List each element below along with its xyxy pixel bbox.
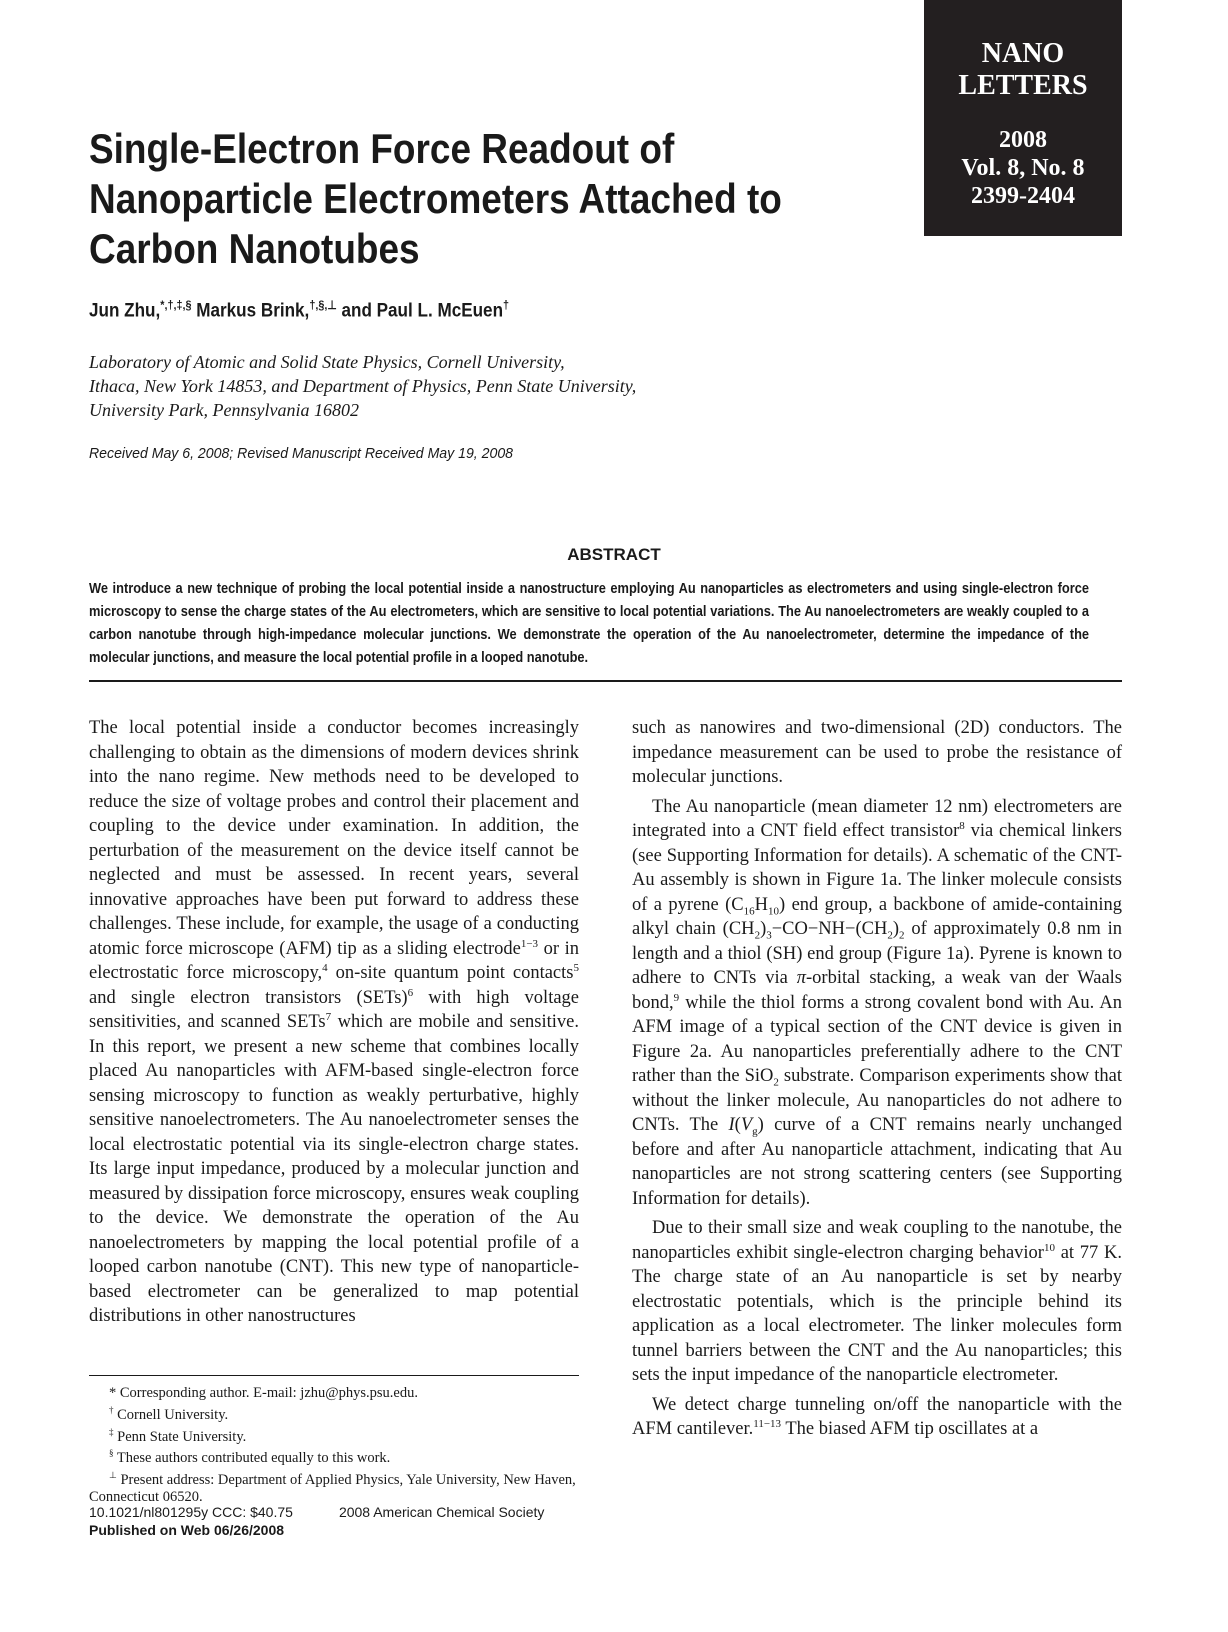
journal-volume-issue: Vol. 8, No. 8 bbox=[961, 155, 1085, 181]
footnote bbox=[89, 1424, 579, 1446]
abstract-heading: ABSTRACT bbox=[567, 545, 661, 564]
text-run: with high voltage sensitivities, and scanned SETs bbox=[89, 987, 579, 1032]
italic-symbol: π bbox=[796, 968, 806, 988]
subscript: 2 bbox=[887, 929, 893, 942]
text-run: ) end group, a backbone of amide-containing alkyl chain (CH bbox=[632, 894, 1122, 939]
italic-symbol: I bbox=[728, 1115, 735, 1135]
subscript: g bbox=[752, 1125, 758, 1138]
text-run: and single electron transistors (SETs) bbox=[89, 987, 408, 1008]
subscript: 2 bbox=[773, 1076, 779, 1089]
citation-superscript: 6 bbox=[407, 986, 414, 999]
text-run: such as nanowires and two-dimensional (2D) conductors. The impedance measurement can be used to probe the resistance of molecular junctions. bbox=[632, 718, 1122, 787]
journal-year: 2008 bbox=[999, 127, 1047, 153]
footnote-mark: † bbox=[109, 1404, 114, 1415]
footnote-divider bbox=[89, 1375, 579, 1376]
text-run: The local potential inside a conductor becomes increasingly challenging to obtain as the dimensions of modern devices shrink into the nano regime. New methods need to be developed to reduce the size of voltage probes and control their placement and coupling to the device under examination. In addition, the perturbation of the measurement on the device itself cannot be neglected and must be assessed. In recent years, several innovative approaches have been put forward to address these challenges. These include, for example, the usage of a conducting atomic force microscope (AFM) tip as a sliding electrode bbox=[89, 718, 579, 959]
author-list bbox=[89, 298, 509, 322]
journal-badge bbox=[924, 0, 1122, 236]
text-run: H bbox=[754, 894, 769, 915]
author-affiliation-marks: †,§,⊥ bbox=[309, 298, 337, 312]
text-run: Due to their small size and weak coupling to the nanotube, the nanoparticles exhibit single-electron charging behavior bbox=[632, 1218, 1122, 1263]
subscript: 2 bbox=[754, 929, 761, 942]
citation-superscript: 11−13 bbox=[753, 1417, 782, 1430]
footnote bbox=[89, 1402, 579, 1424]
doi: 10.1021/nl801295y CCC: $40.75 bbox=[89, 1504, 293, 1520]
published-date: Published on Web 06/26/2008 bbox=[89, 1522, 285, 1538]
journal-name-line: LETTERS bbox=[958, 70, 1088, 101]
received-dates: Received May 6, 2008; Revised Manuscript Received May 19, 2008 bbox=[89, 445, 514, 462]
footer-doi-line bbox=[89, 1504, 544, 1520]
citation-superscript: 4 bbox=[322, 961, 328, 974]
citation-superscript: 1−3 bbox=[520, 937, 539, 950]
text-run: The Au nanoparticle (mean diameter 12 nm) electrometers are integrated into a CNT field effect transistor bbox=[632, 796, 1122, 841]
body-paragraph bbox=[632, 1393, 1122, 1442]
body-paragraph bbox=[632, 795, 1122, 1212]
citation-superscript: 10 bbox=[1043, 1241, 1055, 1254]
footnote bbox=[89, 1380, 579, 1402]
body-paragraph bbox=[89, 716, 579, 1329]
author-name: Jun Zhu, bbox=[89, 300, 161, 322]
title-line: Nanoparticle Electrometers Attached to bbox=[89, 175, 782, 222]
affiliation-line: Ithaca, New York 14853, and Department of Physics, Penn State University, bbox=[89, 376, 637, 396]
footnote-mark: § bbox=[109, 1448, 114, 1459]
text-run: -orbital stacking, a weak van der Waals bond, bbox=[632, 968, 1122, 1013]
text-run: while the thiol forms a strong covalent bond with Au. An AFM image of a typical section of the CNT device is given in Figure 2a. Au nanoparticles preferentially adhere to the CNT rather than the SiO bbox=[632, 992, 1122, 1086]
abstract-divider bbox=[89, 680, 1122, 682]
author-affiliation-marks: *,†,‡,§ bbox=[160, 298, 192, 312]
author-affiliation-marks: † bbox=[503, 298, 510, 312]
copyright: 2008 American Chemical Society bbox=[338, 1504, 545, 1520]
body-paragraph bbox=[632, 716, 1122, 790]
citation-superscript: 7 bbox=[325, 1010, 332, 1023]
text-run: −CO−NH−(CH bbox=[771, 919, 888, 939]
journal-name bbox=[924, 38, 1122, 102]
body-paragraph bbox=[632, 1216, 1122, 1388]
text-run: or in electrostatic force microscopy, bbox=[89, 938, 579, 983]
abstract-text: We introduce a new technique of probing the local potential inside a nanostructure employing Au nanoparticles as electrometers and using single-electron force microscopy to sense the charge states of the Au electrometers, which are sensitive to local potential variations. The Au nanoelectrometers are weakly coupled to a carbon nanotube through high-impedance molecular junctions. We demonstrate the operation of the Au nanoelectrometer, determine the impedance of the molecular junctions, and measure the local potential profile in a looped nanotube. bbox=[89, 581, 1090, 666]
footnote-mark: ⊥ bbox=[109, 1470, 117, 1481]
affiliation bbox=[89, 350, 789, 422]
text-run: of approximately 0.8 nm in length and a thiol (SH) end group (Figure 1a). Pyrene is known to adhere to CNTs via bbox=[632, 919, 1123, 988]
title-line: Single-Electron Force Readout of bbox=[89, 125, 675, 172]
footnote-text: Cornell University. bbox=[113, 1406, 229, 1423]
text-run: which are mobile and sensitive. In this report, we present a new scheme that combines locally placed Au nanoparticles with AFM-based single-electron force sensing microscopy to function as weakly perturbative, highly sensitive nanoelectrometers. The Au nanoelectrometer senses the local electrostatic potential via its single-electron charge states. Its large input impedance, produced by a molecular junction and measured by dissipation force microscopy, ensures weak coupling to the device. We demonstrate the operation of the Au nanoelectrometers by mapping the local potential profile of a looped carbon nanotube (CNT). This new type of nanoparticle-based electrometer can be generalized to map potential distributions in other nanostructures bbox=[89, 1012, 579, 1326]
affiliation-line: University Park, Pennsylvania 16802 bbox=[89, 400, 359, 420]
body-column-left bbox=[89, 716, 579, 1346]
citation-superscript: 5 bbox=[573, 961, 579, 974]
text-run: ) curve of a CNT remains nearly unchanged before and after Au nanoparticle attachment, indicating that Au nanoparticles are not strong scattering centers (see Supporting Information for details). bbox=[632, 1115, 1122, 1209]
footnote-text: Penn State University. bbox=[113, 1428, 247, 1445]
footnote-text: Present address: Department of Applied Physics, Yale University, New Haven, Connecticut 06520. bbox=[89, 1472, 576, 1506]
footnote bbox=[89, 1445, 579, 1467]
journal-issue-info bbox=[924, 126, 1122, 210]
subscript: 3 bbox=[766, 929, 772, 942]
subscript: 2 bbox=[899, 929, 905, 942]
affiliation-line: Laboratory of Atomic and Solid State Physics, Cornell University, bbox=[89, 352, 565, 372]
journal-name-line: NANO bbox=[981, 38, 1065, 69]
author-name: and Paul L. McEuen bbox=[336, 300, 504, 322]
text-run: ( bbox=[734, 1115, 741, 1135]
text-run: ) bbox=[892, 919, 899, 939]
footnotes bbox=[89, 1380, 579, 1506]
footnote-mark: ‡ bbox=[109, 1426, 114, 1437]
text-run: on-site quantum point contacts bbox=[327, 963, 574, 983]
title-line: Carbon Nanotubes bbox=[89, 225, 420, 272]
citation-superscript: 8 bbox=[959, 819, 965, 832]
text-run: via chemical linkers (see Supporting Information for details). A schematic of the CNT-Au assembly is shown in Figure 1a. The linker molecule consists of a pyrene (C bbox=[632, 821, 1122, 915]
subscript: 10 bbox=[768, 905, 780, 918]
text-run: ) bbox=[760, 919, 767, 939]
footnote-text: * Corresponding author. E-mail: jzhu@phys.psu.edu. bbox=[109, 1384, 418, 1401]
body-column-right bbox=[632, 716, 1122, 1442]
text-run: substrate. Comparison experiments show that without the linker molecule, Au nanoparticles do not adhere to CNTs. The bbox=[632, 1066, 1122, 1135]
text-run: at 77 K. The charge state of an Au nanoparticle is set by nearby electrostatic potentials, which is the principle behind its application as a local electrometer. The linker molecules form tunnel barriers between the CNT and the Au nanoparticles; this sets the input impedance of the nanoparticle electrometer. bbox=[632, 1242, 1122, 1385]
text-run: The biased AFM tip oscillates at a bbox=[781, 1419, 1039, 1439]
footnote bbox=[89, 1467, 579, 1506]
text-run: We detect charge tunneling on/off the nanoparticle with the AFM cantilever. bbox=[632, 1394, 1122, 1439]
subscript: 16 bbox=[743, 905, 755, 918]
journal-pages: 2399-2404 bbox=[971, 183, 1075, 209]
citation-superscript: 9 bbox=[673, 991, 680, 1004]
footnote-text: These authors contributed equally to this work. bbox=[113, 1450, 391, 1467]
author-name: Markus Brink, bbox=[191, 300, 310, 322]
article-title bbox=[89, 124, 793, 274]
italic-symbol: V bbox=[740, 1115, 753, 1135]
